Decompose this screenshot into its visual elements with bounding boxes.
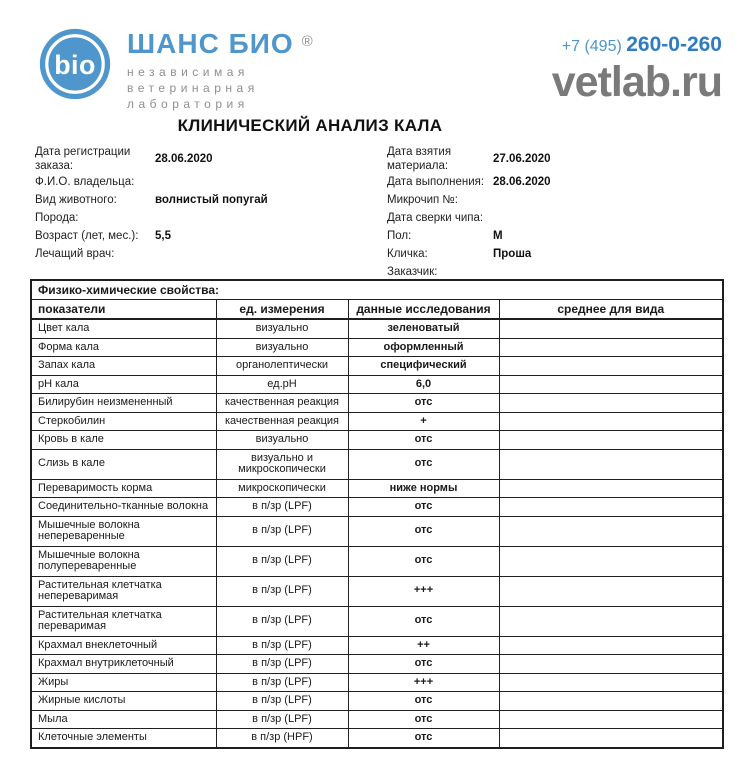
result-cell: отс (348, 449, 499, 479)
indicator-cell: Кровь в кале (31, 431, 216, 450)
field-label: Лечащий врач: (35, 248, 115, 260)
unit-cell: качественная реакция (216, 412, 348, 431)
table-row (31, 338, 723, 357)
result-cell: ++ (348, 636, 499, 655)
result-cell: отс (348, 498, 499, 517)
indicator-cell: pH кала (31, 375, 216, 394)
average-cell (499, 576, 723, 606)
table-row (31, 498, 723, 517)
field-label: Пол: (387, 230, 412, 242)
table-row (31, 576, 723, 606)
table-row (31, 431, 723, 450)
table-row (31, 412, 723, 431)
phone-prefix: +7 (495) (561, 38, 622, 55)
indicator-cell: Билирубин неизмененный (31, 394, 216, 413)
field-value: М (493, 230, 503, 242)
unit-cell: в п/зр (LPF) (216, 636, 348, 655)
table-row (31, 655, 723, 674)
column-header: ед. измерения (216, 300, 348, 320)
unit-cell: в п/зр (LPF) (216, 692, 348, 711)
meta-row (35, 191, 387, 209)
table-row (31, 357, 723, 376)
indicator-cell: Слизь в кале (31, 449, 216, 479)
table-row (31, 673, 723, 692)
indicator-cell: Цвет кала (31, 319, 216, 338)
field-value: Проша (493, 248, 532, 260)
field-value: 27.06.2020 (493, 153, 551, 165)
average-cell (499, 710, 723, 729)
section-title-row (31, 280, 723, 300)
result-cell: 6,0 (348, 375, 499, 394)
indicator-cell: Мыла (31, 710, 216, 729)
average-cell (499, 394, 723, 413)
indicator-cell: Крахмал внутриклеточный (31, 655, 216, 674)
indicator-cell: Запах кала (31, 357, 216, 376)
logo-bio-text: bio (54, 50, 96, 81)
table-row (31, 319, 723, 338)
field-label: Микрочип №: (387, 194, 458, 206)
field-label: Порода: (35, 212, 79, 224)
table-row (31, 729, 723, 748)
unit-cell: в п/зр (LPF) (216, 546, 348, 576)
average-cell (499, 498, 723, 517)
results-table (30, 279, 724, 749)
average-cell (499, 357, 723, 376)
phone-line (552, 33, 722, 57)
result-cell: отс (348, 729, 499, 748)
result-cell: отс (348, 394, 499, 413)
table-row (31, 479, 723, 498)
average-cell (499, 516, 723, 546)
average-cell (499, 673, 723, 692)
field-label: Дата регистрации заказа: (35, 146, 131, 172)
field-label: Заказчик: (387, 266, 438, 278)
indicator-cell: Растительная клетчатка непереваримая (31, 576, 216, 606)
meta-row (35, 245, 387, 263)
meta-row (35, 145, 387, 173)
field-label: Возраст (лет, мес.): (35, 230, 139, 242)
field-label: Дата сверки чипа: (387, 212, 484, 224)
column-header: данные исследования (348, 300, 499, 320)
result-cell: отс (348, 431, 499, 450)
meta-row (387, 145, 722, 173)
unit-cell: в п/зр (LPF) (216, 606, 348, 636)
result-cell: отс (348, 655, 499, 674)
meta-row (387, 227, 722, 245)
field-value: 5,5 (155, 230, 171, 242)
field-label: Кличка: (387, 248, 428, 260)
table-row (31, 636, 723, 655)
average-cell (499, 692, 723, 711)
phone-number: 260-0-260 (626, 33, 722, 56)
result-cell: отс (348, 516, 499, 546)
indicator-cell: Форма кала (31, 338, 216, 357)
field-value: волнистый попугай (155, 194, 268, 206)
website-text: vetlab.ru (551, 58, 722, 106)
unit-cell: визуально (216, 338, 348, 357)
average-cell (499, 338, 723, 357)
table-row (31, 516, 723, 546)
indicator-cell: Растительная клетчатка переваримая (31, 606, 216, 636)
meta-column-left (35, 145, 387, 281)
unit-cell: визуально (216, 319, 348, 338)
meta-row (387, 173, 722, 191)
result-cell: оформленный (348, 338, 499, 357)
table-row (31, 692, 723, 711)
unit-cell: органолептически (216, 357, 348, 376)
unit-cell: в п/зр (LPF) (216, 516, 348, 546)
meta-row (387, 209, 722, 227)
indicator-cell: Соединительно-тканные волокна (31, 498, 216, 517)
field-value: 28.06.2020 (493, 176, 551, 188)
table-row (31, 710, 723, 729)
field-value: 28.06.2020 (155, 153, 213, 165)
indicator-cell: Жиры (31, 673, 216, 692)
indicator-cell: Крахмал внеклеточный (31, 636, 216, 655)
meta-row (35, 209, 387, 227)
brand-name: ШАНС БИО (127, 28, 294, 59)
column-header: среднее для вида (499, 300, 723, 320)
result-cell: отс (348, 710, 499, 729)
unit-cell: в п/зр (LPF) (216, 673, 348, 692)
shans-bio-logo-icon (38, 27, 112, 101)
unit-cell: в п/зр (LPF) (216, 576, 348, 606)
unit-cell: ед.pH (216, 375, 348, 394)
average-cell (499, 636, 723, 655)
field-label: Ф.И.О. владельца: (35, 176, 135, 188)
section-title: Физико-химические свойства: (31, 280, 723, 300)
indicator-cell: Переваримость корма (31, 479, 216, 498)
indicator-cell: Клеточные элементы (31, 729, 216, 748)
table-row (31, 546, 723, 576)
unit-cell: качественная реакция (216, 394, 348, 413)
unit-cell: в п/зр (LPF) (216, 710, 348, 729)
unit-cell: в п/зр (HPF) (216, 729, 348, 748)
result-cell: отс (348, 546, 499, 576)
indicator-cell: Мышечные волокна непереваренные (31, 516, 216, 546)
order-meta (35, 145, 722, 281)
unit-cell: в п/зр (LPF) (216, 655, 348, 674)
average-cell (499, 655, 723, 674)
unit-cell: в п/зр (LPF) (216, 498, 348, 517)
meta-column-right (387, 145, 722, 281)
table-row (31, 449, 723, 479)
table-row (31, 375, 723, 394)
tagline-line: независимая (127, 65, 249, 79)
meta-row (387, 245, 722, 263)
tagline-line: ветеринарная (127, 81, 259, 95)
column-header-row (31, 300, 723, 320)
result-cell: +++ (348, 576, 499, 606)
unit-cell: микроскопически (216, 479, 348, 498)
unit-cell: визуально (216, 431, 348, 450)
meta-row (35, 227, 387, 245)
unit-cell: визуально и микроскопически (216, 449, 348, 479)
column-header: показатели (31, 300, 216, 320)
table-row (31, 394, 723, 413)
result-cell: ниже нормы (348, 479, 499, 498)
result-cell: + (348, 412, 499, 431)
average-cell (499, 431, 723, 450)
result-cell: +++ (348, 673, 499, 692)
table-row (31, 606, 723, 636)
result-cell: специфический (348, 357, 499, 376)
indicator-cell: Жирные кислоты (31, 692, 216, 711)
page-title: КЛИНИЧЕСКИЙ АНАЛИЗ КАЛА (177, 116, 443, 135)
indicator-cell: Стеркобилин (31, 412, 216, 431)
average-cell (499, 606, 723, 636)
average-cell (499, 479, 723, 498)
result-cell: зеленоватый (348, 319, 499, 338)
field-label: Дата выполнения: (387, 176, 485, 188)
registered-trademark-icon: ® (301, 33, 313, 50)
average-cell (499, 375, 723, 394)
contact-block (552, 33, 722, 105)
indicator-cell: Мышечные волокна полупереваренные (31, 546, 216, 576)
result-cell: отс (348, 606, 499, 636)
average-cell (499, 729, 723, 748)
average-cell (499, 412, 723, 431)
tagline-line: лаборатория (127, 97, 249, 111)
results-table-section (30, 279, 722, 749)
brand-tagline (127, 64, 313, 112)
report-header-logo-block (38, 27, 313, 112)
field-label: Дата взятия материала: (387, 146, 452, 172)
field-label: Вид животного: (35, 194, 117, 206)
result-cell: отс (348, 692, 499, 711)
average-cell (499, 546, 723, 576)
average-cell (499, 319, 723, 338)
brand-column (127, 27, 313, 112)
meta-row (35, 173, 387, 191)
average-cell (499, 449, 723, 479)
meta-row (387, 191, 722, 209)
